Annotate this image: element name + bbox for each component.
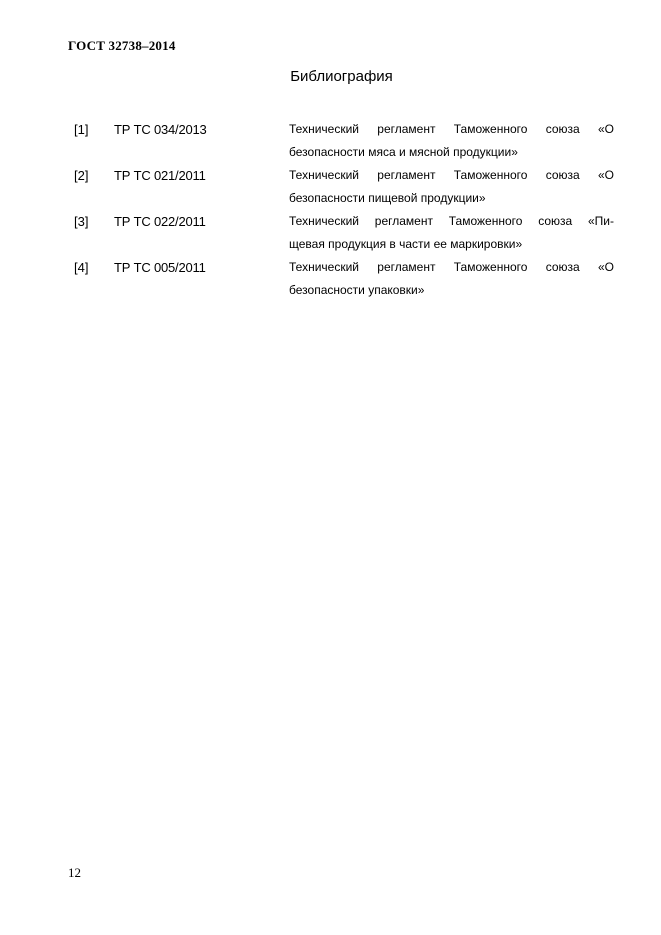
entry-number: [4]	[74, 260, 89, 275]
entry-description	[289, 256, 614, 302]
bibliography-list	[68, 118, 614, 302]
entry-number: [2]	[74, 168, 89, 183]
bibliography-entry	[68, 256, 614, 302]
entry-description	[289, 164, 614, 210]
bibliography-entry	[68, 118, 614, 164]
page-number: 12	[68, 865, 81, 880]
entry-code: ТР ТС 034/2013	[114, 122, 207, 137]
bibliography-entry	[68, 164, 614, 210]
entry-code: ТР ТС 022/2011	[114, 214, 206, 229]
entry-description-line: безопасности упаковки»	[289, 283, 425, 297]
entry-code: ТР ТС 021/2011	[114, 168, 206, 183]
bibliography-entry	[68, 210, 614, 256]
entry-description-line: Технический регламент Таможенного союза «О	[289, 260, 614, 274]
entry-description-line: щевая продукция в части ее маркировки»	[289, 237, 523, 251]
entry-description-line: Технический регламент Таможенного союза «Пи-	[289, 214, 614, 228]
entry-description	[289, 118, 614, 164]
entry-number: [1]	[74, 122, 89, 137]
entry-description-line: Технический регламент Таможенного союза «О	[289, 122, 614, 136]
entry-code: ТР ТС 005/2011	[114, 260, 206, 275]
entry-description-line: Технический регламент Таможенного союза «О	[289, 168, 614, 182]
document-code-header: ГОСТ 32738–2014	[68, 38, 176, 53]
bibliography-title: Библиография	[290, 68, 393, 85]
entry-description	[289, 210, 614, 256]
entry-number: [3]	[74, 214, 89, 229]
entry-description-line: безопасности мяса и мясной продукции»	[289, 145, 518, 159]
entry-description-line: безопасности пищевой продукции»	[289, 191, 486, 205]
